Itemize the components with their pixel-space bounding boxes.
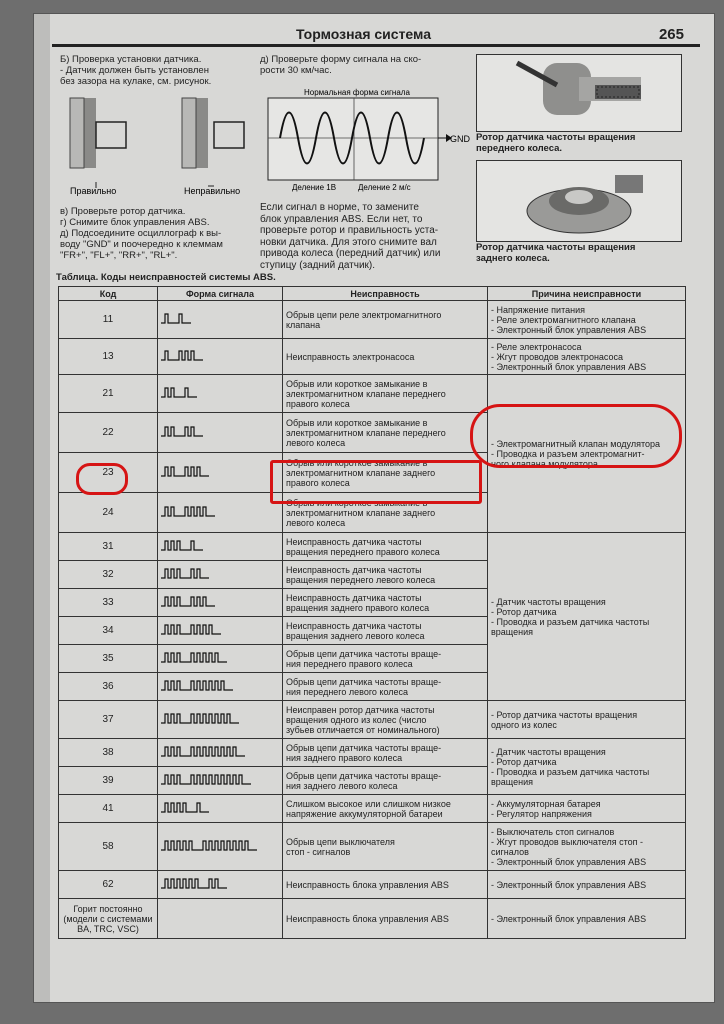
cause-line: - Проводка и разъем электромагнит- <box>491 448 645 459</box>
fault-line: зубьев отличается от номинального) <box>286 724 440 735</box>
code-cell: 31 <box>59 533 158 561</box>
cause-line: - Напряжение питания <box>491 304 585 315</box>
table-row <box>59 899 686 939</box>
fault-line: клапана <box>286 319 321 330</box>
table-row <box>59 795 686 823</box>
fault-line: Обрыв цепи датчика частоты враще- <box>286 742 442 753</box>
code-cell: 41 <box>59 795 158 823</box>
cause-line: - Реле электронасоса <box>491 341 582 352</box>
waveform-cell <box>158 413 283 453</box>
fault-cell <box>283 795 488 823</box>
fault-cell <box>283 339 488 375</box>
fault-cell <box>283 899 488 939</box>
code-cell: Горит постоянно (модели с системами BA, TRC, VSC) <box>59 899 158 939</box>
cause-cell <box>488 871 686 899</box>
fault-cell <box>283 823 488 871</box>
waveform-icon <box>161 678 273 693</box>
fault-line: вращения переднего правого колеса <box>286 546 440 557</box>
fault-line: Обрыв цепи реле электромагнитного <box>286 309 442 320</box>
cause-line: - Ротор датчика <box>491 606 557 617</box>
code-cell: 22 <box>59 413 158 453</box>
rotor-check-text: в) Проверьте ротор датчика. г) Снимите блок управления ABS. д) Подсоедините осциллограф к вы- воду "GND" и поочередно к клеммам "FR+", "FL+", "RR+", "RL+". <box>60 206 223 261</box>
fault-cell <box>283 673 488 701</box>
fault-line: Обрыв цепи датчика частоты враще- <box>286 648 442 659</box>
cause-line: сигналов <box>491 846 529 857</box>
cause-line: ного клапана модулятора <box>491 458 598 469</box>
fault-line: Неисправность электронасоса <box>286 351 415 362</box>
code-cell: 38 <box>59 739 158 767</box>
fault-cell <box>283 589 488 617</box>
waveform-cell <box>158 339 283 375</box>
fault-line: Неисправность датчика частоты <box>286 564 422 575</box>
fault-line: электромагнитном клапане заднего <box>286 507 436 518</box>
code-cell: 32 <box>59 561 158 589</box>
cause-cell <box>488 899 686 939</box>
code-cell: 13 <box>59 339 158 375</box>
table-row <box>59 739 686 767</box>
table-row <box>59 339 686 375</box>
waveform-icon <box>161 348 273 363</box>
waveform-cell <box>158 375 283 413</box>
fault-cell <box>283 645 488 673</box>
fault-line: Неисправность блока управления ABS <box>286 913 449 924</box>
fault-line: Неисправность датчика частоты <box>286 620 422 631</box>
cause-cell <box>488 701 686 739</box>
page-number: 265 <box>658 26 684 43</box>
section-title: Тормозная система <box>296 26 431 42</box>
fault-line: стоп - сигналов <box>286 846 351 857</box>
fault-line: вращения одного из колес (число <box>286 714 427 725</box>
col-code: Код <box>59 287 158 301</box>
sensor-install-text: Б) Проверка установки датчика. - Датчик должен быть установлен без зазора на кулаке, см. рисунок. <box>60 54 212 87</box>
fault-cell <box>283 701 488 739</box>
fault-line: вращения заднего правого колеса <box>286 602 430 613</box>
table-row <box>59 871 686 899</box>
waveform-icon <box>161 311 273 326</box>
fault-line: ния заднего левого колеса <box>286 780 398 791</box>
gnd-label: GND <box>450 134 470 144</box>
fault-line: Неисправность датчика частоты <box>286 592 422 603</box>
div-time-label: Деление 2 м/с <box>358 183 411 192</box>
cause-cell <box>488 739 686 795</box>
table-row <box>59 301 686 339</box>
waveform-cell <box>158 701 283 739</box>
waveform-cell <box>158 561 283 589</box>
code-cell: 39 <box>59 767 158 795</box>
cause-line: - Электронный блок управления ABS <box>491 913 647 924</box>
waveform-icon <box>161 622 273 637</box>
header-rule <box>52 44 700 47</box>
incorrect-label: Неправильно <box>184 186 241 196</box>
waveform-icon <box>161 504 273 519</box>
code-cell: 35 <box>59 645 158 673</box>
waveform-icon <box>161 800 273 815</box>
code-cell: 21 <box>59 375 158 413</box>
fault-line: Обрыв цепи датчика частоты враще- <box>286 770 442 781</box>
code-cell: 23 <box>59 453 158 493</box>
col-cause: Причина неисправности <box>488 287 686 301</box>
fault-line: Обрыв или короткое замыкание в <box>286 497 428 508</box>
cause-line: одного из колес <box>491 719 557 730</box>
page-margin-shadow <box>34 14 50 1002</box>
highlight-code-23 <box>76 463 128 495</box>
manual-page <box>34 14 714 1002</box>
table-title: Таблица. Коды неисправностей системы ABS. <box>56 272 276 283</box>
fault-cell <box>283 301 488 339</box>
fault-line: ния переднего правого колеса <box>286 658 413 669</box>
fault-line: Слишком высокое или слишком низкое <box>286 798 451 809</box>
fault-line: Обрыв или короткое замыкание в <box>286 378 428 389</box>
waveform-icon <box>161 650 273 665</box>
cause-line: - Проводка и разъем датчика частоты <box>491 616 650 627</box>
highlight-fault-23 <box>270 457 482 504</box>
rear-rotor-photo <box>476 160 682 242</box>
cause-line: - Аккумуляторная батарея <box>491 798 601 809</box>
waveform-icon <box>161 538 273 553</box>
cause-line: - Электронный блок управления ABS <box>491 324 647 335</box>
correct-label: Правильно <box>70 186 117 196</box>
waveform-cell <box>158 739 283 767</box>
table-row <box>59 701 686 739</box>
fault-line: электромагнитном клапане заднего <box>286 467 436 478</box>
highlight-cause-21-24 <box>470 404 682 468</box>
waveform-icon <box>161 566 273 581</box>
code-cell: 37 <box>59 701 158 739</box>
cause-line: - Жгут проводов электронасоса <box>491 351 624 362</box>
fault-line: левого колеса <box>286 517 346 528</box>
waveform-cell <box>158 493 283 533</box>
col-fault: Неисправность <box>283 287 488 301</box>
code-cell: 62 <box>59 871 158 899</box>
cause-line: - Ротор датчика частоты вращения <box>491 709 638 720</box>
signal-check-text: д) Проверьте форму сигнала на ско- рости 30 км/час. <box>260 54 422 76</box>
cause-line: - Электронный блок управления ABS <box>491 361 647 372</box>
waveform-icon <box>161 838 273 853</box>
waveform-icon <box>161 876 273 891</box>
cause-line: - Электронный блок управления ABS <box>491 879 647 890</box>
code-cell: 34 <box>59 617 158 645</box>
fault-line: Обрыв или короткое замыкание в <box>286 457 428 468</box>
waveform-cell <box>158 617 283 645</box>
cause-cell <box>488 823 686 871</box>
waveform-cell <box>158 301 283 339</box>
fault-line: Обрыв цепи выключателя <box>286 836 395 847</box>
fault-cell <box>283 617 488 645</box>
oscilloscope-figure <box>262 86 474 192</box>
cause-line: - Выключатель стоп сигналов <box>491 826 615 837</box>
table-header-row <box>59 287 686 301</box>
abs-codes-table <box>58 286 686 939</box>
cause-cell <box>488 533 686 701</box>
waveform-icon <box>161 744 273 759</box>
waveform-icon <box>161 385 273 400</box>
fault-line: Неисправность датчика частоты <box>286 536 422 547</box>
waveform-cell <box>158 589 283 617</box>
waveform-cell <box>158 533 283 561</box>
col-waveform: Форма сигнала <box>158 287 283 301</box>
fault-line: Обрыв цепи датчика частоты враще- <box>286 676 442 687</box>
div-volt-label: Деление 1В <box>292 183 337 192</box>
code-cell: 33 <box>59 589 158 617</box>
cause-line: вращения <box>491 626 533 637</box>
fault-line: левого колеса <box>286 437 346 448</box>
waveform-cell <box>158 899 283 939</box>
waveform-icon <box>161 711 273 726</box>
fault-cell <box>283 533 488 561</box>
front-rotor-caption: Ротор датчика частоты вращения переднего колеса. <box>476 132 636 154</box>
fault-cell <box>283 871 488 899</box>
fault-line: вращения заднего левого колеса <box>286 630 425 641</box>
waveform-icon <box>161 772 273 787</box>
cause-line: - Электромагнитный клапан модулятора <box>491 438 661 449</box>
code-cell: 36 <box>59 673 158 701</box>
fault-line: ния переднего левого колеса <box>286 686 409 697</box>
sensor-install-figure <box>60 92 256 198</box>
waveform-cell <box>158 871 283 899</box>
table-row <box>59 533 686 561</box>
front-rotor-photo <box>476 54 682 132</box>
waveform-icon <box>161 594 273 609</box>
waveform-cell <box>158 767 283 795</box>
waveform-cell <box>158 673 283 701</box>
cause-line: вращения <box>491 776 533 787</box>
fault-line: напряжение аккумуляторной батареи <box>286 808 443 819</box>
code-cell: 58 <box>59 823 158 871</box>
waveform-icon <box>161 464 273 479</box>
fault-cell <box>283 375 488 413</box>
fault-cell <box>283 767 488 795</box>
rear-rotor-caption: Ротор датчика частоты вращения заднего колеса. <box>476 242 636 264</box>
cause-line: - Датчик частоты вращения <box>491 746 606 757</box>
waveform-icon <box>161 424 273 439</box>
cause-line: - Жгут проводов выключателя стоп - <box>491 836 643 847</box>
cause-cell <box>488 301 686 339</box>
fault-line: ния заднего правого колеса <box>286 752 403 763</box>
cause-line: - Регулятор напряжения <box>491 808 592 819</box>
cause-line: - Ротор датчика <box>491 756 557 767</box>
cause-line: - Реле электромагнитного клапана <box>491 314 636 325</box>
waveform-cell <box>158 453 283 493</box>
cause-line: - Датчик частоты вращения <box>491 596 606 607</box>
waveform-cell <box>158 645 283 673</box>
fault-line: электромагнитном клапане переднего <box>286 427 446 438</box>
fault-line: электромагнитном клапане переднего <box>286 388 446 399</box>
fault-cell <box>283 739 488 767</box>
table-row <box>59 823 686 871</box>
cause-line: - Проводка и разъем датчика частоты <box>491 766 650 777</box>
code-cell: 24 <box>59 493 158 533</box>
cause-cell <box>488 795 686 823</box>
cause-cell <box>488 339 686 375</box>
figure-title: Нормальная форма сигнала <box>304 88 410 97</box>
fault-line: вращения переднего левого колеса <box>286 574 436 585</box>
replace-abs-text: Если сигнал в норме, то замените блок управления ABS. Если нет, то проверьте ротор и правильность уста- новки датчика. Для этого снимите вал привода колеса (передний датчик) или ступицу (задний датчик). <box>260 202 441 271</box>
fault-line: Обрыв или короткое замыкание в <box>286 417 428 428</box>
fault-line: Неисправность блока управления ABS <box>286 879 449 890</box>
fault-line: Неисправен ротор датчика частоты <box>286 704 435 715</box>
fault-cell <box>283 561 488 589</box>
fault-line: правого колеса <box>286 398 350 409</box>
code-cell: 11 <box>59 301 158 339</box>
waveform-cell <box>158 795 283 823</box>
fault-cell <box>283 413 488 453</box>
waveform-cell <box>158 823 283 871</box>
cause-line: - Электронный блок управления ABS <box>491 856 647 867</box>
fault-line: правого колеса <box>286 477 350 488</box>
